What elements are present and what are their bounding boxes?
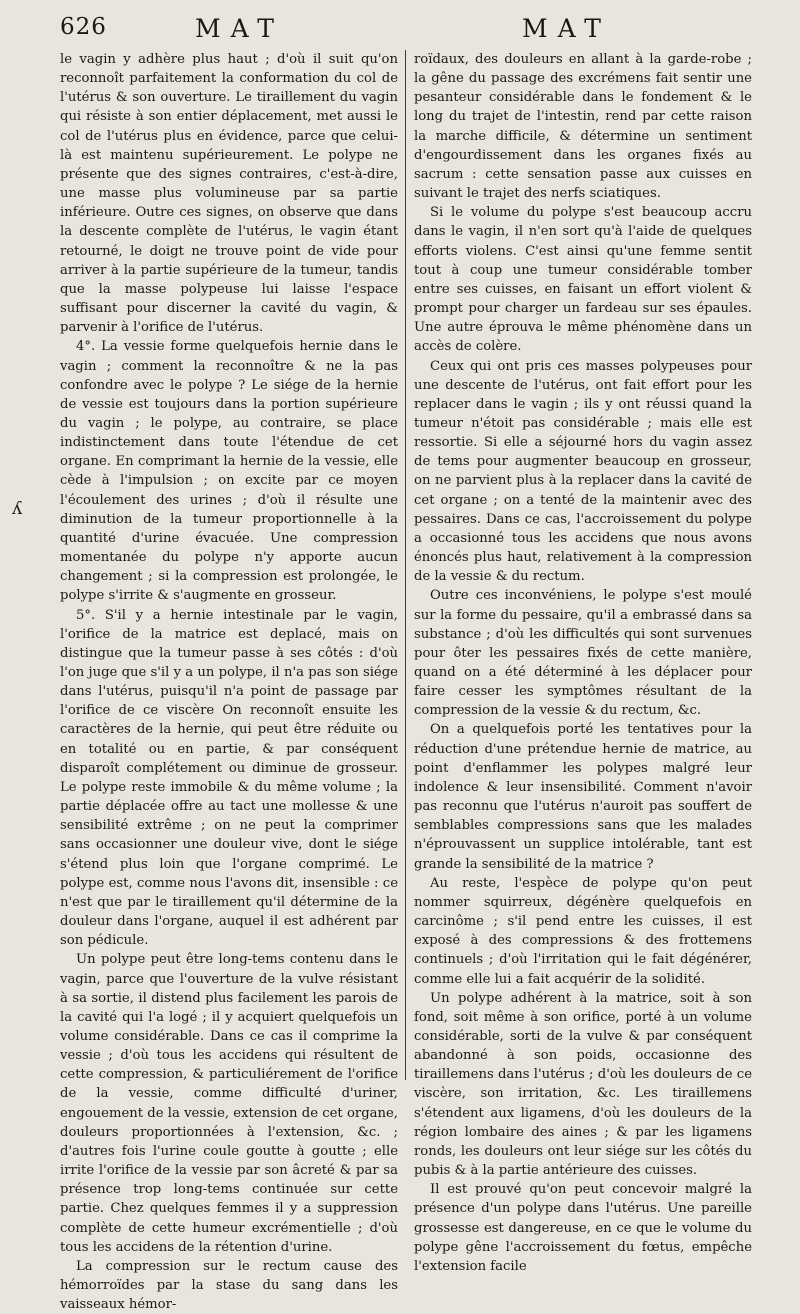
- paragraph: roïdaux, des douleurs en allant à la garde-robe ; la gêne du passage des excrémens fait sentir une pesanteur considérable dans le fondement & le long du trajet de l'intestin, rend par cette raison la marche difficile, & détermine un sentiment d'engourdissement dans les organes fixés au sacrum : cette sensation passe aux cuisses en suivant le trajet des nerfs sciatiques.: [414, 52, 752, 202]
- page-number: 626: [60, 14, 107, 40]
- column-right: [414, 50, 752, 1274]
- paragraph: On a quelquefois porté les tentatives pour la réduction d'une prétendue hernie de matrice, au point d'enflammer les polypes malgré leur indolence & leur insensibilité. Comment n'avoir pas reconnu que l'utérus n'auroit pas souffert de semblables compressions sans que les malades n'éprouvassent un supplice intolérable, tant est grande la sensibilité de la matrice ?: [414, 722, 752, 872]
- paragraph: le vagin y adhère plus haut ; d'où il suit qu'on reconnoît parfaitement la conformation du col de l'utérus & son ouverture. Le tiraillement du vagin qui résiste à son entier déplacement, met aussi le col de l'utérus plus en évidence, parce que celui-là est maintenu supérieurement. Le polype ne présente que des signes contraires, c'est-à-dire, une masse plus volumineuse par sa partie inférieure. Outre ces signes, on observe que dans la descente complète de l'utérus, le vagin étant retourné, le doigt ne trouve point de vide pour arriver à la partie supérieure de la tumeur, tandis que la masse polypeuse lui laisse l'espace suffisant pour discerner la cavité du vagin, & parvenir à l'orifice de l'utérus.: [60, 52, 398, 336]
- running-head-right: MAT: [522, 14, 611, 43]
- paragraph: Ceux qui ont pris ces masses polypeuses pour une descente de l'utérus, ont fait effort pour les replacer dans le vagin ; ils y ont réussi quand la tumeur n'étoit pas considérable ; mais elle est ressortie. Si elle a séjourné hors du vagin assez de tems pour augmenter beaucoup en grosseur, on ne parvient plus à la replacer dans la cavité de cet organe ; on a tenté de la maintenir avec des pessaires. Dans ce cas, l'accroissement du polype a occasionné tous les accidens que nous avons énoncés plus haut, relativement à la compression de la vessie & du rectum.: [414, 358, 752, 585]
- paragraph: La compression sur le rectum cause des hémorroïdes par la stase du sang dans les vaisseaux hémor-: [60, 1258, 398, 1313]
- paragraph: Un polype adhérent à la matrice, soit à son fond, soit même à son orifice, porté à un volume considérable, sorti de la vulve & par conséquent abandonné à son poids, occasionne des tiraillemens dans l'utérus ; d'où les douleurs de ce viscère, son irritation, &c. Les tiraillemens s'étendent aux ligamens, d'où les douleurs de la région lombaire des aines ; & par les ligamens ronds, les douleurs ont leur siége sur les côtés du pubis & à la partie antérieure des cuisses.: [414, 990, 752, 1179]
- paragraph: Un polype peut être long-tems contenu dans le vagin, parce que l'ouverture de la vulve résistant à sa sortie, il distend plus facilement les parois de la cavité qui l'a logé ; il y acquiert quelquefois un volume considérable. Dans ce cas il comprime la vessie ; d'où tous les accidens qui résultent de cette compression, & particuliérement de l'orifice de la vessie, comme difficulté d'uriner, engouement de la vessie, extension de cet organe, douleurs proportionnées à l'extension, &c. ; d'autres fois l'urine coule goutte à goutte ; elle irrite l'orifice de la vessie par son âcreté & par sa présence trop long-tems continuée sur cette partie. Chez quelques femmes il y a suppression complète de cette humeur excrémentielle ; d'où tous les accidens de la rétention d'urine.: [60, 952, 398, 1255]
- paragraph: 5°. S'il y a hernie intestinale par le vagin, l'orifice de la matrice est deplacé, mais on distingue que la tumeur passe à ses côtés : d'où l'on juge que s'il y a un polype, il n'a pas son siége dans l'utérus, puisqu'il n'a point de passage par l'orifice de ce viscère On reconnoît ensuite les caractères de la hernie, qui peut être réduite ou en totalité ou en partie, & par conséquent disparoît complétement ou diminue de grosseur. Le polype reste immobile & du même volume ; la partie déplacée offre au tact une mollesse & une sensibilité extrême ; on ne peut la comprimer sans occasionner une douleur vive, dont le siége s'étend plus loin que l'organe comprimé. Le polype est, comme nous l'avons dit, insensible : ce n'est que par le tiraillement qu'il détermine de la douleur dans l'organe, auquel il est adhérent par son pédicule.: [60, 607, 398, 949]
- paragraph: Au reste, l'espèce de polype qu'on peut nommer squirreux, dégénère quelquefois en carcinôme ; s'il pend entre les cuisses, il est exposé à des compressions & des frottemens continuels ; d'où l'irritation qui le fait dégénérer, comme elle lui a fait acquérir de la solidité.: [414, 875, 752, 987]
- paragraph: Outre ces inconvéniens, le polype s'est moulé sur la forme du pessaire, qu'il a embrassé dans sa substance ; d'où les difficultés qui sont survenues pour ôter les pessaires fixés de cette manière, quand on a été déterminé à les déplacer pour faire cesser les symptômes résultant de la compression de la vessie & du rectum, &c.: [414, 588, 752, 719]
- margin-mark: ʎ: [12, 498, 23, 519]
- column-left: [60, 50, 398, 1313]
- paragraph: 4°. La vessie forme quelquefois hernie dans le vagin ; comment la reconnoître & ne la pas confondre avec le polype ? Le siége de la hernie de vessie est toujours dans la portion supérieure du vagin ; le polype, au contraire, se place indistinctement dans toute l'étendue de cet organe. En comprimant la hernie de la vessie, elle cède à l'impulsion ; on excite par ce moyen l'écoulement des urines ; d'où il résulte une diminution de la tumeur proportionnelle à la quantité d'urine évacuée. Une compression momentanée du polype n'y apporte aucun changement ; si la compression est prolongée, le polype s'irrite & s'augmente en grosseur.: [60, 339, 398, 604]
- running-head-left: MAT: [195, 14, 284, 43]
- paragraph: Si le volume du polype s'est beaucoup accru dans le vagin, il n'en sort qu'à l'aide de quelques efforts violens. C'est ainsi qu'une femme sentit tout à coup une tumeur considérable tomber entre ses cuisses, en faisant un effort violent & prompt pour charger un fardeau sur ses épaules. Une autre éprouva le même phénomène dans un accès de colère.: [414, 205, 752, 355]
- paragraph: Il est prouvé qu'on peut concevoir malgré la présence d'un polype dans l'utérus. Une pareille grossesse est dangereuse, en ce que le volume du polype gêne l'accroissement du fœtus, empêche l'extension facile: [414, 1182, 752, 1274]
- column-rule: [405, 50, 406, 1080]
